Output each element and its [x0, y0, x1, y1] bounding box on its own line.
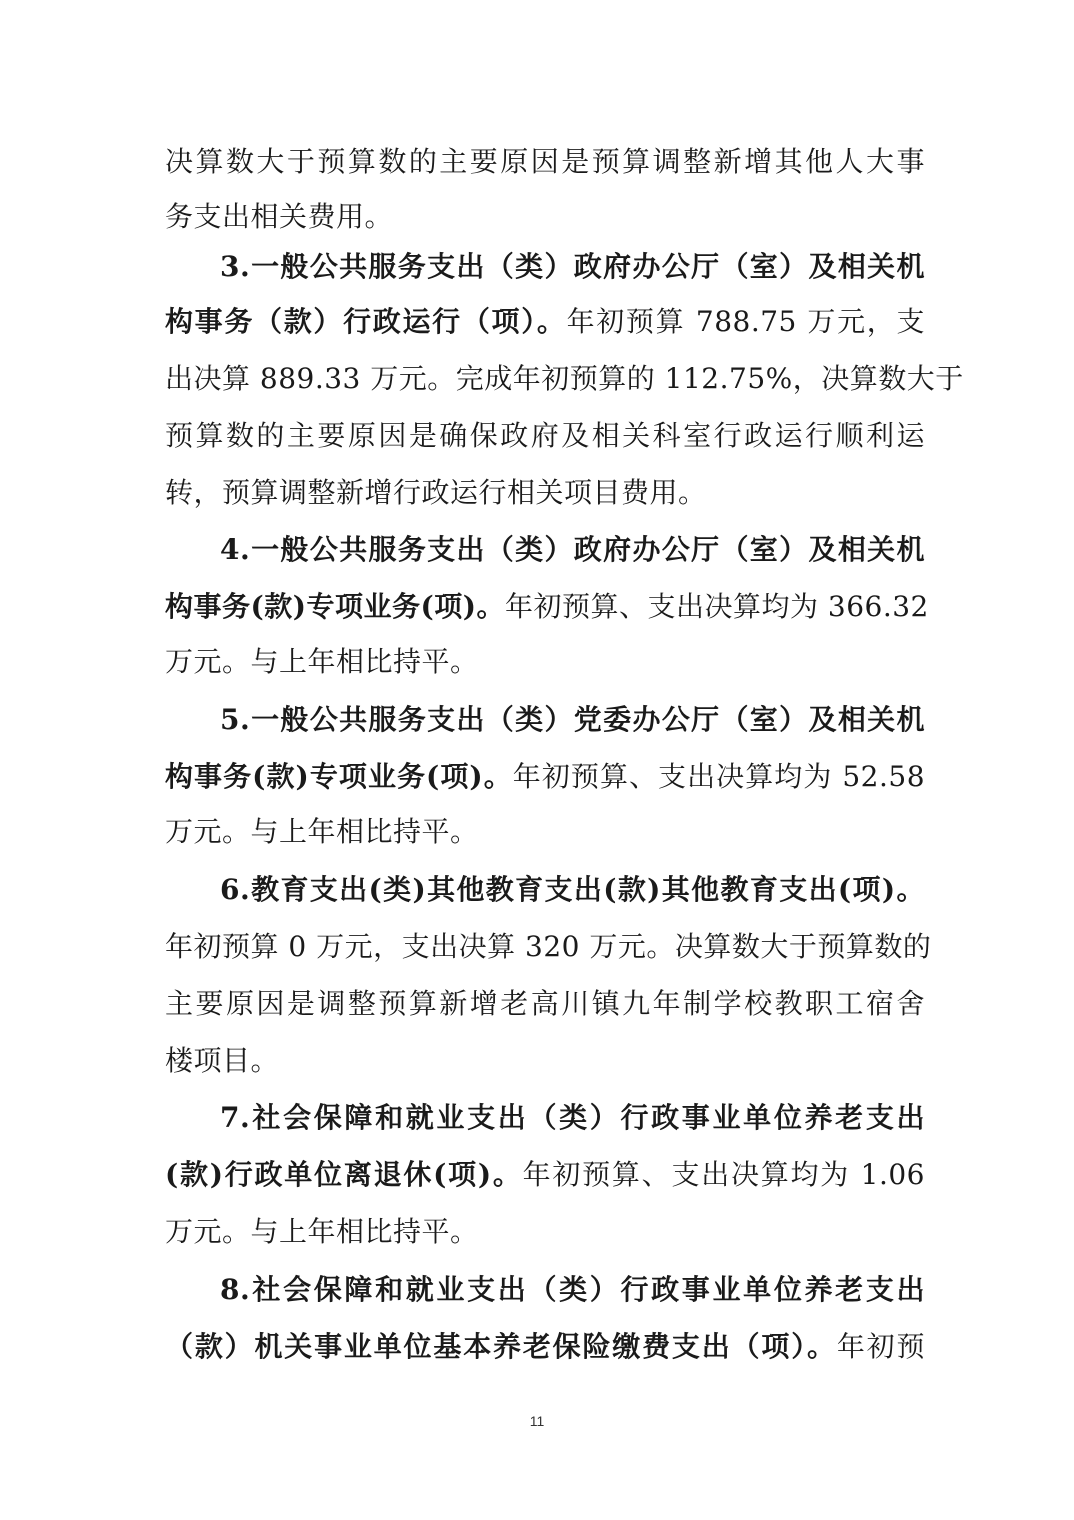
- body-text: 万元。与上年相比持平。: [165, 645, 479, 678]
- body-text: 务支出相关费用。: [165, 200, 394, 233]
- heading-text: 5.一般公共服务支出（类）党委办公厅（室）及相关机: [220, 703, 925, 736]
- heading-text: 7.社会保障和就业支出（类）行政事业单位养老支出: [220, 1101, 925, 1134]
- heading-text: (款)行政单位离退休(项)。: [165, 1158, 523, 1191]
- body-text: 出决算 889.33 万元。完成年初预算的 112.75%，决算数大于: [165, 362, 964, 395]
- text-line: [165, 984, 925, 1024]
- text-line: [220, 870, 925, 910]
- text-line: [220, 1270, 925, 1310]
- body-text: 年初预算、支出决算均为 1.06: [522, 1158, 926, 1191]
- heading-text: 8.社会保障和就业支出（类）行政事业单位养老支出: [220, 1273, 925, 1306]
- body-text: 万元。与上年相比持平。: [165, 1215, 479, 1248]
- body-text: 决算数大于预算数的主要原因是预算调整新增其他人大事: [165, 145, 925, 178]
- text-line: [220, 700, 925, 740]
- text-line: [165, 812, 925, 852]
- text-line: [165, 1041, 925, 1081]
- text-line: [165, 197, 925, 237]
- text-line: [220, 1098, 925, 1138]
- heading-text: 构事务（款）行政运行（项）。: [165, 305, 567, 338]
- text-line: [165, 416, 925, 456]
- body-text: 年初预算 788.75 万元，支: [566, 305, 925, 338]
- text-line: [165, 587, 929, 627]
- page-number: 11: [529, 1413, 545, 1429]
- heading-text: 构事务(款)专项业务(项)。: [165, 760, 513, 793]
- heading-text: 6.教育支出(类)其他教育支出(款)其他教育支出(项)。: [220, 873, 925, 906]
- body-text: 转，预算调整新增行政运行相关项目费用。: [165, 476, 707, 509]
- text-line: [165, 1327, 925, 1367]
- text-line: [220, 247, 925, 287]
- text-line: [165, 757, 925, 797]
- text-line: [165, 359, 964, 399]
- body-text: 预算数的主要原因是确保政府及相关科室行政运行顺利运: [165, 419, 925, 452]
- text-line: [220, 530, 925, 570]
- text-line: [165, 142, 925, 182]
- heading-text: 构事务(款)专项业务(项)。: [165, 590, 505, 623]
- body-text: 万元。与上年相比持平。: [165, 815, 479, 848]
- heading-text: （款）机关事业单位基本养老保险缴费支出（项）。: [165, 1330, 837, 1363]
- text-line: [165, 302, 925, 342]
- body-text: 楼项目。: [165, 1044, 280, 1077]
- body-text: 年初预: [836, 1330, 925, 1363]
- body-text: 年初预算、支出决算均为 52.58: [512, 760, 926, 793]
- text-line: [165, 1212, 925, 1252]
- text-line: [165, 642, 925, 682]
- text-line: [165, 473, 925, 513]
- body-text: 主要原因是调整预算新增老高川镇九年制学校教职工宿舍: [165, 987, 925, 1020]
- heading-text: 4.一般公共服务支出（类）政府办公厅（室）及相关机: [220, 533, 925, 566]
- text-line: [165, 927, 932, 967]
- heading-text: 3.一般公共服务支出（类）政府办公厅（室）及相关机: [220, 250, 925, 283]
- text-line: [165, 1155, 925, 1195]
- body-text: 年初预算、支出决算均为 366.32: [505, 590, 929, 623]
- body-text: 年初预算 0 万元，支出决算 320 万元。决算数大于预算数的: [165, 930, 932, 963]
